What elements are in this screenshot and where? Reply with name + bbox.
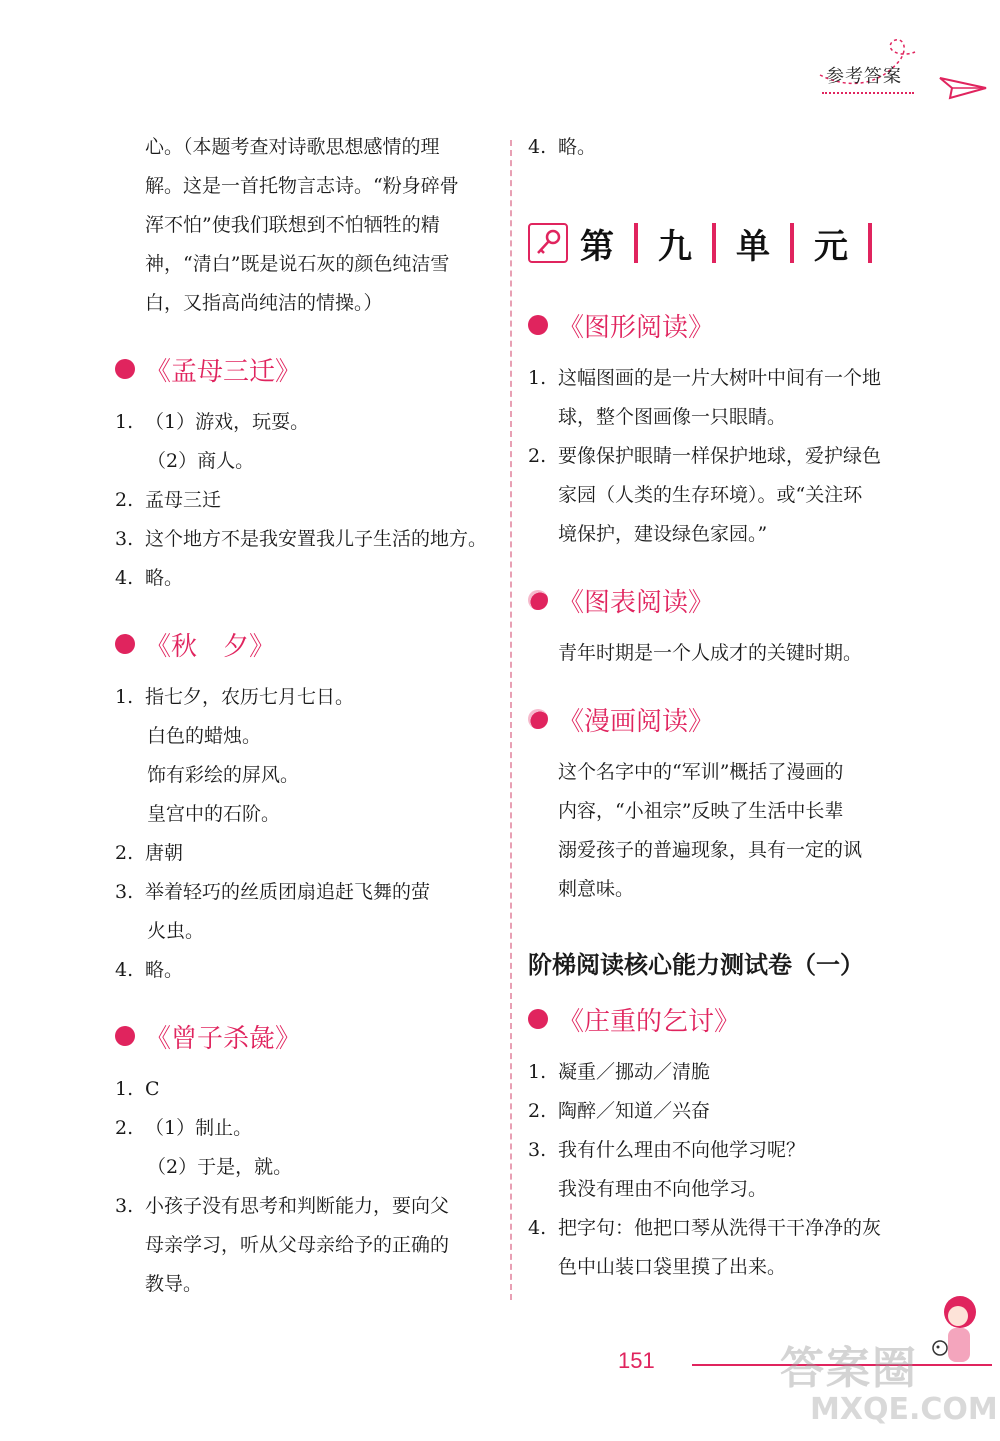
answer-line: 境保护，建设绿色家园。” — [558, 523, 768, 545]
answer-line: 2. 要像保护眼睛一样保护地球，爱护绿色 — [528, 445, 882, 467]
answer-line: 4. 略。 — [528, 136, 597, 158]
bullet-dot-icon — [528, 709, 548, 729]
unit-bar — [868, 223, 872, 263]
bullet-dot-icon — [115, 359, 135, 379]
answer-line: 1. 凝重／挪动／清脆 — [528, 1061, 711, 1083]
answer-line: 溺爱孩子的普遍现象，具有一定的讽 — [558, 839, 863, 861]
section-heading-zengzi — [115, 1016, 500, 1056]
unit-char: 第 — [580, 226, 614, 267]
bullet-dot-icon — [115, 1026, 135, 1046]
answer-line: 青年时期是一个人成才的关键时期。 — [558, 642, 863, 664]
answer-line: 1. （1）游戏，玩耍。 — [115, 411, 310, 433]
answer-line: 教导。 — [145, 1273, 203, 1295]
answer-line: 3. 这个地方不是我安置我儿子生活的地方。 — [115, 528, 488, 550]
answer-line: 2. （1）制止。 — [115, 1117, 253, 1139]
intro-line: 心。（本题考查对诗歌思想感情的理 — [145, 136, 440, 158]
unit-title — [528, 215, 918, 271]
unit-char: 单 — [736, 226, 770, 267]
answer-line: 家园（人类的生存环境）。或“关注环 — [558, 484, 863, 506]
answer-line: 饰有彩绘的屏风。 — [147, 764, 300, 786]
header-label: 参考答案 — [826, 66, 902, 87]
column-divider — [510, 140, 512, 1300]
page-number: 151 — [618, 1348, 655, 1373]
answer-line: 火虫。 — [147, 920, 205, 942]
answer-line: （2）商人。 — [147, 450, 255, 472]
answer-line: 1. C — [115, 1078, 160, 1100]
answer-line: 4. 略。 — [115, 959, 184, 981]
section-title: 《图表阅读》 — [558, 587, 715, 618]
answer-line: 2. 孟母三迁 — [115, 489, 222, 511]
section-heading-manhua — [528, 699, 918, 739]
answer-line: 母亲学习，听从父母亲给予的正确的 — [145, 1234, 450, 1256]
answer-line: 4. 略。 — [115, 567, 184, 589]
bullet-dot-icon — [528, 590, 548, 610]
answer-line: 3. 我有什么理由不向他学习呢？ — [528, 1139, 806, 1161]
section-title: 《孟母三迁》 — [145, 356, 302, 387]
answer-line: 2. 唐朝 — [115, 842, 184, 864]
key-icon — [528, 223, 568, 263]
answer-line: 我没有理由不向他学习。 — [558, 1178, 768, 1200]
test-title: 阶梯阅读核心能力测试卷（一） — [528, 951, 864, 979]
watermark: 答案圈 — [780, 1343, 918, 1394]
bullet-dot-icon — [528, 1009, 548, 1029]
answer-line: 刺意味。 — [558, 878, 635, 900]
answer-line: 色中山装口袋里摸了出来。 — [558, 1256, 787, 1278]
answer-line: 4. 把字句：他把口琴从洗得干干净净的灰 — [528, 1217, 882, 1239]
section-title: 《漫画阅读》 — [558, 706, 715, 737]
answer-line: 3. 小孩子没有思考和判断能力，要向父 — [115, 1195, 450, 1217]
unit-bar — [634, 223, 638, 263]
unit-bar — [712, 223, 716, 263]
answer-line: 皇宫中的石阶。 — [147, 803, 281, 825]
answer-line: 1. 指七夕，农历七月七日。 — [115, 686, 355, 708]
section-title: 《图形阅读》 — [558, 312, 715, 343]
answer-line: 白色的蜡烛。 — [147, 725, 262, 747]
section-title: 《曾子杀彘》 — [145, 1023, 302, 1054]
header-divider — [822, 92, 914, 94]
answer-line: 球，整个图画像一只眼睛。 — [558, 406, 787, 428]
section-heading-tubiao — [528, 580, 918, 620]
section-heading-zhuangzhong — [528, 999, 918, 1039]
unit-bar — [790, 223, 794, 263]
section-heading-qiuxi — [115, 624, 500, 664]
intro-line: 浑不怕”使我们联想到不怕牺牲的精 — [145, 214, 440, 236]
girl-illustration-icon — [922, 1290, 992, 1380]
section-heading-mengmu — [115, 349, 500, 389]
intro-line: 神，“清白”既是说石灰的颜色纯洁雪 — [145, 253, 450, 275]
section-heading-tuxing — [528, 305, 918, 345]
left-column — [115, 128, 500, 1304]
intro-line: 白，又指高尚纯洁的情操。） — [145, 292, 383, 314]
watermark-url: MXQE.COM — [810, 1392, 998, 1427]
section-title: 《秋 夕》 — [145, 631, 276, 662]
intro-line: 解。这是一首托物言志诗。“粉身碎骨 — [145, 175, 459, 197]
answer-line: （2）于是，就。 — [147, 1156, 293, 1178]
unit-char: 九 — [658, 226, 692, 267]
section-title: 《庄重的乞讨》 — [558, 1006, 741, 1037]
right-column — [528, 128, 918, 1287]
bullet-dot-icon — [115, 634, 135, 654]
answer-line: 2. 陶醉／知道／兴奋 — [528, 1100, 711, 1122]
answer-line: 内容，“小祖宗”反映了生活中长辈 — [558, 800, 844, 822]
answer-line: 3. 举着轻巧的丝质团扇追赶飞舞的萤 — [115, 881, 431, 903]
answer-line: 这个名字中的“军训”概括了漫画的 — [558, 761, 844, 783]
bullet-dot-icon — [528, 315, 548, 335]
answer-line: 1. 这幅图画的是一片大树叶中间有一个地 — [528, 367, 882, 389]
unit-char: 元 — [814, 226, 848, 267]
